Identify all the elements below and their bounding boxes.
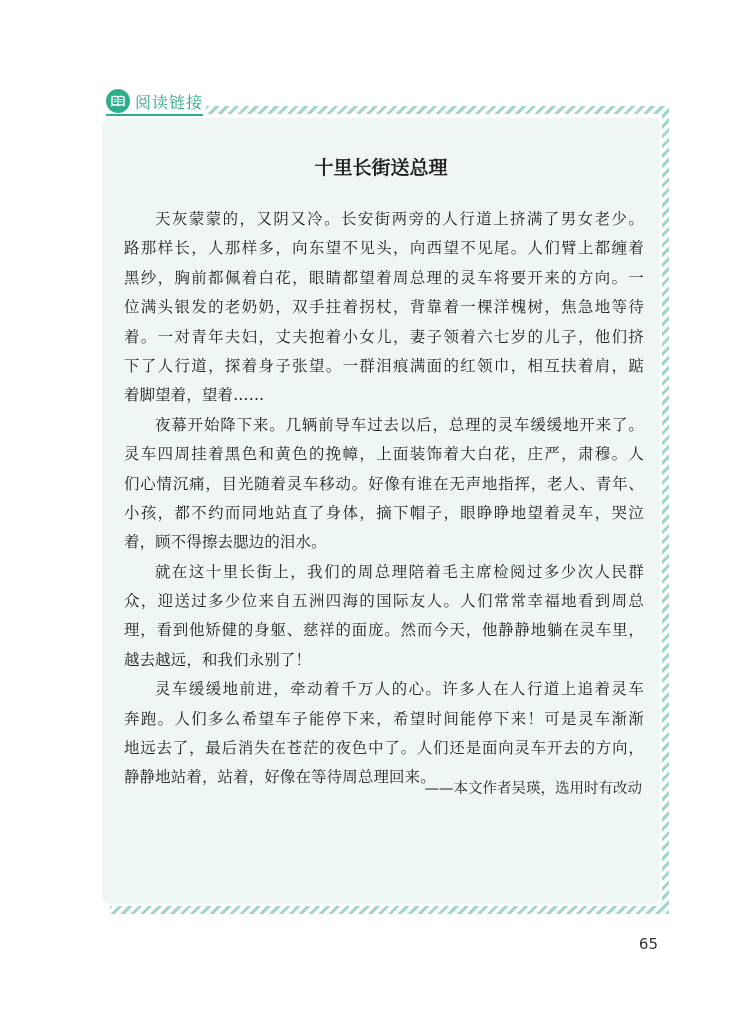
paragraph bbox=[124, 411, 644, 558]
text-line: 众，迎送过多少位来自五洲四海的国际友人。人们常常幸福地看到周总 bbox=[124, 592, 644, 611]
text-line: 地远去了，最后消失在苍茫的夜色中了。人们还是面向灵车开去的方向， bbox=[124, 739, 644, 758]
text-line: 灵车四周挂着黑色和黄色的挽幛，上面装饰着大白花，庄严，肃穆。人 bbox=[124, 445, 644, 464]
paragraph bbox=[124, 205, 644, 411]
text-line: 天灰蒙蒙的，又阴又冷。长安街两旁的人行道上挤满了男女老少。 bbox=[155, 210, 644, 228]
article-body bbox=[124, 205, 644, 793]
author-attribution: ——本文作者吴瑛，选用时有改动 bbox=[424, 781, 642, 797]
text-line: 夜幕开始降下来。几辆前导车过去以后，总理的灵车缓缓地开来了。 bbox=[155, 415, 644, 434]
text-line: 着脚望着，望着…… bbox=[124, 386, 265, 405]
text-line: 小孩，都不约而同地站直了身体，摘下帽子，眼睁睁地望着灵车，哭泣 bbox=[124, 503, 644, 522]
paragraph bbox=[124, 675, 644, 793]
page-number: 65 bbox=[638, 935, 658, 953]
book-icon bbox=[106, 89, 130, 113]
paragraph bbox=[124, 558, 644, 676]
text-line: 黑纱，胸前都佩着白花，眼睛都望着周总理的灵车将要开来的方向。一 bbox=[124, 268, 644, 287]
text-line: 静静地站着，站着，好像在等待周总理回来。 bbox=[124, 768, 436, 787]
striped-border-bottom bbox=[110, 906, 669, 914]
striped-border-top bbox=[206, 106, 667, 114]
text-line: 理，看到他矫健的身躯、慈祥的面庞。然而今天，他静静地躺在灵车里， bbox=[124, 621, 644, 640]
text-line: 着。一对青年夫妇，丈夫抱着小女儿，妻子领着六七岁的儿子，他们挤 bbox=[124, 327, 644, 346]
text-line: 奔跑。人们多么希望车子能停下来，希望时间能停下来！可是灵车渐渐 bbox=[124, 709, 644, 728]
text-line: 下了人行道，探着身子张望。一群泪痕满面的红领巾，相互扶着肩，踮 bbox=[124, 356, 644, 375]
text-line: 越去越远，和我们永别了！ bbox=[124, 650, 312, 669]
text-line: 就在这十里长街上，我们的周总理陪着毛主席检阅过多少次人民群 bbox=[155, 562, 644, 581]
header-underline bbox=[106, 114, 203, 116]
text-line: 着，顾不得擦去腮边的泪水。 bbox=[124, 533, 327, 552]
text-line: 位满头银发的老奶奶，双手拄着拐杖，背靠着一棵洋槐树，焦急地等待 bbox=[124, 298, 644, 317]
reading-link-header bbox=[106, 88, 203, 114]
striped-border-right bbox=[662, 106, 669, 914]
text-line: 灵车缓缓地前进，牵动着千万人的心。许多人在人行道上追着灵车 bbox=[155, 680, 644, 699]
section-title: 阅读链接 bbox=[135, 92, 204, 112]
article-title: 十里长街送总理 bbox=[314, 157, 448, 179]
text-line: 路那样长，人那样多，向东望不见头，向西望不见尾。人们臂上都缠着 bbox=[124, 239, 644, 258]
text-line: 们心情沉痛，目光随着灵车移动。好像有谁在无声地指挥，老人、青年、 bbox=[124, 474, 644, 493]
